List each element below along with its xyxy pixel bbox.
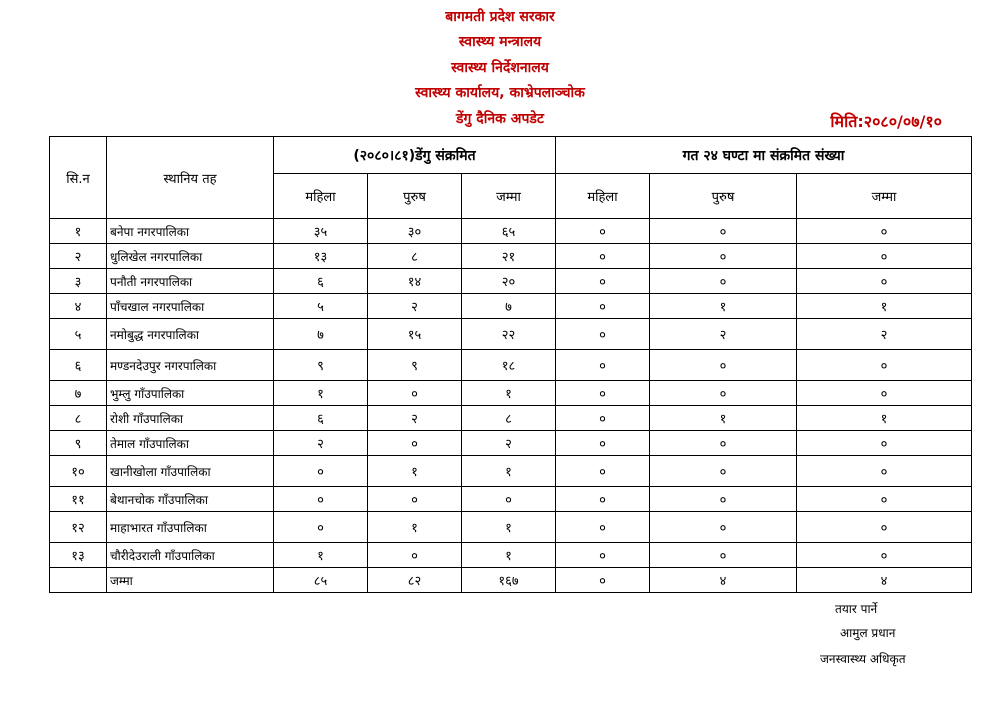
table-row <box>50 431 972 456</box>
table-row <box>50 543 972 568</box>
cell-total-24h: ० <box>797 219 972 244</box>
cell-female-24h: ० <box>556 406 650 431</box>
table-row <box>50 406 972 431</box>
cell-local-level: धुलिखेल नगरपालिका <box>107 244 274 269</box>
cell-total-24h: ४ <box>797 568 972 593</box>
cell-male-24h: १ <box>650 406 797 431</box>
col-header-female: महिला <box>274 174 368 219</box>
cell-total-24h: २ <box>797 319 972 350</box>
header-ministry: स्वास्थ्य मन्त्रालय <box>458 34 542 50</box>
cell-total-24h: ० <box>797 512 972 543</box>
table-row <box>50 219 972 244</box>
cell-sn: ७ <box>50 381 107 406</box>
cell-male: ९ <box>368 350 462 381</box>
cell-local-level: माहाभारत गाँउपालिका <box>107 512 274 543</box>
header-directorate: स्वास्थ्य निर्देशनालय <box>451 60 549 76</box>
cell-male: १४ <box>368 269 462 294</box>
cell-local-level: बनेपा नगरपालिका <box>107 219 274 244</box>
cell-local-level: पनौती नगरपालिका <box>107 269 274 294</box>
cell-female-24h: ० <box>556 543 650 568</box>
cell-total: १६७ <box>462 568 556 593</box>
cell-local-level: भुम्लु गाँउपालिका <box>107 381 274 406</box>
col-header-total-24h: जम्मा <box>797 174 972 219</box>
cell-total: १८ <box>462 350 556 381</box>
cell-female-24h: ० <box>556 269 650 294</box>
cell-female: ५ <box>274 294 368 319</box>
cell-total: २१ <box>462 244 556 269</box>
cell-male: ० <box>368 381 462 406</box>
cell-local-level: बेथानचोक गाँउपालिका <box>107 487 274 512</box>
cell-total: २० <box>462 269 556 294</box>
cell-male-24h: ० <box>650 219 797 244</box>
cell-female: ९ <box>274 350 368 381</box>
cell-male-24h: ० <box>650 269 797 294</box>
cell-total-24h: ० <box>797 543 972 568</box>
cell-female: ८५ <box>274 568 368 593</box>
cell-sn: ५ <box>50 319 107 350</box>
header-government: बागमती प्रदेश सरकार <box>445 9 555 25</box>
cell-sn: १० <box>50 456 107 487</box>
cell-male: २ <box>368 294 462 319</box>
cell-female-24h: ० <box>556 512 650 543</box>
cell-total: १ <box>462 543 556 568</box>
table-row <box>50 350 972 381</box>
table-row <box>50 512 972 543</box>
preparer-designation: जनस्वास्थ्य अधिकृत <box>820 652 906 666</box>
cell-male: ० <box>368 487 462 512</box>
col-header-total: जम्मा <box>462 174 556 219</box>
cell-total: ६५ <box>462 219 556 244</box>
cell-female-24h: ० <box>556 487 650 512</box>
cell-female: ० <box>274 512 368 543</box>
col-header-male-24h: पुरुष <box>650 174 797 219</box>
cell-sn <box>50 568 107 593</box>
group-header-last-24h: गत २४ घण्टा मा संक्रमित संख्या <box>556 137 972 174</box>
cell-total: २२ <box>462 319 556 350</box>
table-row <box>50 487 972 512</box>
cell-female: ६ <box>274 269 368 294</box>
cell-male-24h: ४ <box>650 568 797 593</box>
cell-male-24h: ० <box>650 431 797 456</box>
cell-female-24h: ० <box>556 350 650 381</box>
cell-local-level: रोशी गाँउपालिका <box>107 406 274 431</box>
cell-female-24h: ० <box>556 456 650 487</box>
col-header-male: पुरुष <box>368 174 462 219</box>
table-row <box>50 319 972 350</box>
cell-local-level: तेमाल गाँउपालिका <box>107 431 274 456</box>
table-row <box>50 456 972 487</box>
cell-sn: ९ <box>50 431 107 456</box>
cell-total-24h: ० <box>797 456 972 487</box>
cell-female: ७ <box>274 319 368 350</box>
cell-male: ० <box>368 431 462 456</box>
cell-male: ३० <box>368 219 462 244</box>
cell-female-24h: ० <box>556 568 650 593</box>
cell-sn: १३ <box>50 543 107 568</box>
cell-total: ० <box>462 487 556 512</box>
header-office: स्वास्थ्य कार्यालय, काभ्रेपलाञ्चोक <box>415 85 585 101</box>
cell-female: ३५ <box>274 219 368 244</box>
cell-male-24h: २ <box>650 319 797 350</box>
cell-local-level: मण्डनदेउपुर नगरपालिका <box>107 350 274 381</box>
cell-local-level: जम्मा <box>107 568 274 593</box>
group-header-cumulative: (२०८०।८१)डेंगु संक्रमित <box>274 137 556 174</box>
cell-male: १५ <box>368 319 462 350</box>
cell-male-24h: ० <box>650 244 797 269</box>
cell-male: १ <box>368 456 462 487</box>
cell-sn: ८ <box>50 406 107 431</box>
cell-male-24h: ० <box>650 381 797 406</box>
cell-total-24h: १ <box>797 406 972 431</box>
cell-total-24h: ० <box>797 487 972 512</box>
cell-total-24h: ० <box>797 381 972 406</box>
cell-male-24h: ० <box>650 543 797 568</box>
dengue-table <box>49 136 972 593</box>
cell-local-level: पाँचखाल नगरपालिका <box>107 294 274 319</box>
cell-total: १ <box>462 512 556 543</box>
cell-local-level: नमोबुद्ध नगरपालिका <box>107 319 274 350</box>
cell-sn: ६ <box>50 350 107 381</box>
cell-sn: २ <box>50 244 107 269</box>
cell-sn: १ <box>50 219 107 244</box>
cell-female: ६ <box>274 406 368 431</box>
cell-male: २ <box>368 406 462 431</box>
col-header-sn: सि.न <box>50 137 107 219</box>
cell-female-24h: ० <box>556 381 650 406</box>
col-header-local-level: स्थानिय तह <box>107 137 274 219</box>
cell-female-24h: ० <box>556 244 650 269</box>
table-row <box>50 294 972 319</box>
cell-total: १ <box>462 381 556 406</box>
cell-female-24h: ० <box>556 294 650 319</box>
report-title: डेंगु दैनिक अपडेट <box>456 111 544 127</box>
cell-female-24h: ० <box>556 431 650 456</box>
col-header-female-24h: महिला <box>556 174 650 219</box>
cell-sn: १२ <box>50 512 107 543</box>
cell-total-24h: ० <box>797 350 972 381</box>
cell-female: १३ <box>274 244 368 269</box>
cell-female: १ <box>274 543 368 568</box>
table-row <box>50 269 972 294</box>
cell-total-24h: १ <box>797 294 972 319</box>
table-row <box>50 381 972 406</box>
total-row <box>50 568 972 593</box>
cell-local-level: चौरीदेउराली गाँउपालिका <box>107 543 274 568</box>
cell-sn: ३ <box>50 269 107 294</box>
cell-total: १ <box>462 456 556 487</box>
cell-sn: ११ <box>50 487 107 512</box>
cell-male: १ <box>368 512 462 543</box>
cell-male-24h: ० <box>650 512 797 543</box>
cell-local-level: खानीखोला गाँउपालिका <box>107 456 274 487</box>
prepared-by-label: तयार पार्ने <box>835 602 878 616</box>
cell-total-24h: ० <box>797 244 972 269</box>
cell-total-24h: ० <box>797 269 972 294</box>
cell-male-24h: १ <box>650 294 797 319</box>
cell-male: ८२ <box>368 568 462 593</box>
cell-female-24h: ० <box>556 219 650 244</box>
cell-male-24h: ० <box>650 350 797 381</box>
cell-total: ७ <box>462 294 556 319</box>
cell-female: १ <box>274 381 368 406</box>
cell-female: २ <box>274 431 368 456</box>
cell-male-24h: ० <box>650 487 797 512</box>
cell-male: ८ <box>368 244 462 269</box>
cell-male-24h: ० <box>650 456 797 487</box>
cell-female: ० <box>274 456 368 487</box>
cell-total: ८ <box>462 406 556 431</box>
report-date: मिति:२०८०/०७/१० <box>830 112 942 131</box>
preparer-name: आमुल प्रधान <box>840 626 896 640</box>
cell-total-24h: ० <box>797 431 972 456</box>
cell-female-24h: ० <box>556 319 650 350</box>
cell-sn: ४ <box>50 294 107 319</box>
cell-total: २ <box>462 431 556 456</box>
table-row <box>50 244 972 269</box>
cell-male: ० <box>368 543 462 568</box>
cell-female: ० <box>274 487 368 512</box>
